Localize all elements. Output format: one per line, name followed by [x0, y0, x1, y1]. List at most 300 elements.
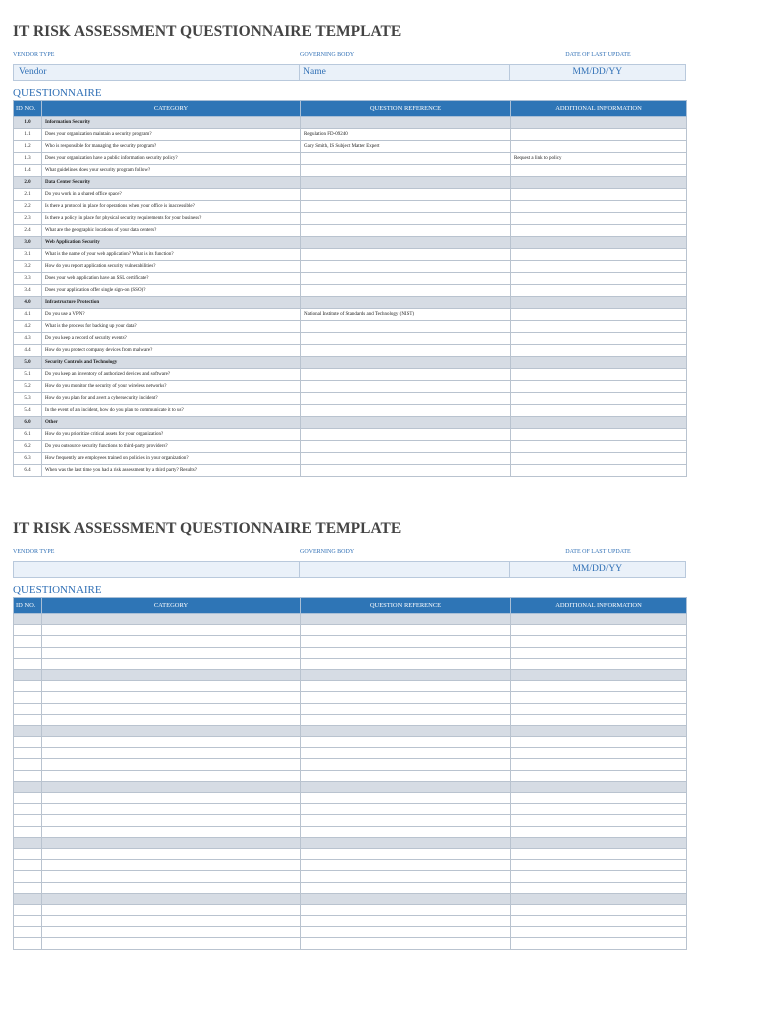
additional-info-cell[interactable] — [511, 904, 687, 915]
additional-info-cell[interactable] — [511, 647, 687, 658]
question-reference-cell[interactable] — [301, 117, 511, 129]
id-cell[interactable] — [14, 871, 42, 882]
section-name-cell[interactable] — [42, 837, 301, 848]
question-reference-cell[interactable] — [301, 614, 511, 625]
question-reference-cell[interactable] — [301, 369, 511, 381]
questionnaire-table — [13, 597, 687, 950]
question-reference-cell[interactable] — [301, 882, 511, 893]
additional-info-cell[interactable] — [511, 938, 687, 949]
question-reference-cell[interactable] — [301, 658, 511, 669]
governing-body-field[interactable]: Name — [300, 65, 509, 80]
vendor-type-field[interactable] — [14, 562, 300, 577]
additional-info-cell[interactable] — [511, 703, 687, 714]
question-cell[interactable] — [42, 927, 301, 938]
question-cell[interactable]: Is there a protocol in place for operations when your office is inaccessible? — [42, 201, 301, 213]
question-reference-cell[interactable] — [301, 938, 511, 949]
table-row — [14, 692, 687, 703]
table-row — [14, 793, 687, 804]
question-cell[interactable]: What guidelines does your security program follow? — [42, 165, 301, 177]
additional-info-cell[interactable] — [511, 893, 687, 904]
question-cell[interactable] — [42, 882, 301, 893]
question-reference-cell[interactable] — [301, 770, 511, 781]
id-cell[interactable] — [14, 770, 42, 781]
additional-info-cell[interactable] — [511, 225, 687, 237]
section-name-cell[interactable] — [42, 669, 301, 680]
id-cell[interactable] — [14, 737, 42, 748]
question-reference-cell[interactable] — [301, 904, 511, 915]
column-header-additional-information: ADDITIONAL INFORMATION — [511, 101, 687, 117]
additional-info-cell[interactable] — [511, 465, 687, 477]
question-reference-cell[interactable] — [301, 669, 511, 680]
question-cell[interactable] — [42, 647, 301, 658]
date-last-update-label: DATE OF LAST UPDATE — [565, 52, 631, 58]
question-reference-cell[interactable] — [301, 636, 511, 647]
question-reference-cell[interactable] — [301, 465, 511, 477]
id-cell[interactable] — [14, 647, 42, 658]
question-cell[interactable]: Do you work in a shared office space? — [42, 189, 301, 201]
vendor-type-label: VENDOR TYPE — [13, 549, 55, 555]
question-cell[interactable]: How do you prioritize critical assets for your organization? — [42, 429, 301, 441]
id-cell[interactable] — [14, 904, 42, 915]
id-cell[interactable] — [14, 938, 42, 949]
question-cell[interactable]: How do you report application security vulnerabilities? — [42, 261, 301, 273]
question-cell[interactable] — [42, 681, 301, 692]
question-reference-cell[interactable] — [301, 871, 511, 882]
section-name-cell[interactable] — [42, 614, 301, 625]
id-cell[interactable]: 5.3 — [14, 393, 42, 405]
meta-fields — [13, 561, 686, 578]
section-row — [14, 837, 687, 848]
additional-info-cell[interactable] — [511, 369, 687, 381]
id-cell[interactable]: 6.3 — [14, 453, 42, 465]
id-cell[interactable] — [14, 826, 42, 837]
table-row — [14, 625, 687, 636]
question-cell[interactable]: What are the geographic locations of your data centers? — [42, 225, 301, 237]
table-row — [14, 345, 687, 357]
question-cell[interactable]: How do you protect company devices from malware? — [42, 345, 301, 357]
id-cell[interactable]: 6.0 — [14, 417, 42, 429]
question-reference-cell[interactable] — [301, 345, 511, 357]
id-cell[interactable]: 3.1 — [14, 249, 42, 261]
table-row — [14, 405, 687, 417]
governing-body-field[interactable] — [300, 562, 509, 577]
additional-info-cell[interactable] — [511, 237, 687, 249]
table-row — [14, 815, 687, 826]
question-cell[interactable]: When was the last time you had a risk assessment by a third party? Results? — [42, 465, 301, 477]
question-cell[interactable] — [42, 793, 301, 804]
additional-info-cell[interactable] — [511, 625, 687, 636]
table-header-row — [14, 101, 687, 117]
id-cell[interactable] — [14, 848, 42, 859]
additional-info-cell[interactable] — [511, 285, 687, 297]
id-cell[interactable]: 1.0 — [14, 117, 42, 129]
question-cell[interactable]: Does your organization maintain a security program? — [42, 129, 301, 141]
question-reference-cell[interactable] — [301, 826, 511, 837]
questionnaire-heading: QUESTIONNAIRE — [13, 87, 102, 99]
vendor-type-field[interactable]: Vendor — [14, 65, 300, 80]
blank-questionnaire — [13, 517, 686, 950]
question-reference-cell[interactable]: National Institute of Standards and Technology (NIST) — [301, 309, 511, 321]
id-cell[interactable] — [14, 860, 42, 871]
id-cell[interactable] — [14, 916, 42, 927]
question-reference-cell[interactable] — [301, 357, 511, 369]
question-reference-cell[interactable] — [301, 249, 511, 261]
additional-info-cell[interactable] — [511, 177, 687, 189]
question-cell[interactable] — [42, 770, 301, 781]
table-row — [14, 201, 687, 213]
id-cell[interactable] — [14, 625, 42, 636]
additional-info-cell[interactable] — [511, 725, 687, 736]
question-reference-cell[interactable] — [301, 165, 511, 177]
table-row — [14, 369, 687, 381]
question-reference-cell[interactable] — [301, 177, 511, 189]
question-cell[interactable] — [42, 625, 301, 636]
question-reference-cell[interactable] — [301, 714, 511, 725]
id-cell[interactable]: 4.4 — [14, 345, 42, 357]
question-reference-cell[interactable] — [301, 453, 511, 465]
id-cell[interactable]: 6.2 — [14, 441, 42, 453]
question-cell[interactable] — [42, 714, 301, 725]
additional-info-cell[interactable] — [511, 614, 687, 625]
additional-info-cell[interactable] — [511, 681, 687, 692]
additional-info-cell[interactable] — [511, 117, 687, 129]
id-cell[interactable]: 4.1 — [14, 309, 42, 321]
id-cell[interactable]: 3.3 — [14, 273, 42, 285]
additional-info-cell[interactable] — [511, 213, 687, 225]
table-row — [14, 309, 687, 321]
additional-info-cell[interactable] — [511, 273, 687, 285]
additional-info-cell[interactable] — [511, 165, 687, 177]
table-row — [14, 748, 687, 759]
id-cell[interactable]: 2.1 — [14, 189, 42, 201]
question-reference-cell[interactable] — [301, 748, 511, 759]
question-cell[interactable] — [42, 658, 301, 669]
question-cell[interactable]: Do you outsource security functions to third-party providers? — [42, 441, 301, 453]
section-row — [14, 417, 687, 429]
additional-info-cell[interactable] — [511, 417, 687, 429]
question-cell[interactable] — [42, 703, 301, 714]
additional-info-cell[interactable] — [511, 249, 687, 261]
id-cell[interactable] — [14, 837, 42, 848]
id-cell[interactable] — [14, 681, 42, 692]
id-cell[interactable] — [14, 703, 42, 714]
question-reference-cell[interactable] — [301, 759, 511, 770]
table-row — [14, 261, 687, 273]
question-reference-cell[interactable] — [301, 321, 511, 333]
question-reference-cell[interactable] — [301, 297, 511, 309]
question-reference-cell[interactable] — [301, 153, 511, 165]
date-last-update-field[interactable]: MM/DD/YY — [572, 564, 623, 574]
question-cell[interactable] — [42, 848, 301, 859]
additional-info-cell[interactable] — [511, 916, 687, 927]
table-row — [14, 916, 687, 927]
table-row — [14, 129, 687, 141]
additional-info-cell[interactable] — [511, 748, 687, 759]
id-cell[interactable] — [14, 759, 42, 770]
id-cell[interactable]: 4.0 — [14, 297, 42, 309]
question-cell[interactable]: Do you use a VPN? — [42, 309, 301, 321]
id-cell[interactable] — [14, 658, 42, 669]
question-reference-cell[interactable]: Gary Smith, IS Subject Matter Expert — [301, 141, 511, 153]
question-reference-cell[interactable] — [301, 793, 511, 804]
id-cell[interactable] — [14, 636, 42, 647]
additional-info-cell[interactable] — [511, 826, 687, 837]
additional-info-cell[interactable] — [511, 357, 687, 369]
table-row — [14, 804, 687, 815]
id-cell[interactable] — [14, 725, 42, 736]
table-row — [14, 429, 687, 441]
section-name-cell[interactable]: Other — [42, 417, 301, 429]
id-cell[interactable] — [14, 614, 42, 625]
id-cell[interactable] — [14, 692, 42, 703]
column-header-question-reference: QUESTION REFERENCE — [301, 598, 511, 614]
table-row — [14, 453, 687, 465]
section-name-cell[interactable] — [42, 781, 301, 792]
additional-info-cell[interactable] — [511, 714, 687, 725]
additional-info-cell[interactable] — [511, 848, 687, 859]
id-cell[interactable]: 3.4 — [14, 285, 42, 297]
id-cell[interactable]: 2.2 — [14, 201, 42, 213]
governing-body-label: GOVERNING BODY — [300, 52, 355, 58]
table-row — [14, 465, 687, 477]
date-last-update-label: DATE OF LAST UPDATE — [565, 549, 631, 555]
question-reference-cell[interactable] — [301, 393, 511, 405]
questionnaire-table — [13, 100, 687, 477]
question-cell[interactable]: How do you plan for and avert a cybersecurity incident? — [42, 393, 301, 405]
table-row — [14, 636, 687, 647]
section-name-cell[interactable]: Web Application Security — [42, 237, 301, 249]
id-cell[interactable]: 2.4 — [14, 225, 42, 237]
additional-info-cell[interactable] — [511, 837, 687, 848]
question-reference-cell[interactable] — [301, 703, 511, 714]
additional-info-cell[interactable] — [511, 781, 687, 792]
date-last-update-field[interactable]: MM/DD/YY — [572, 67, 623, 77]
additional-info-cell[interactable] — [511, 793, 687, 804]
question-cell[interactable]: Does your application offer single sign-on (SSO)? — [42, 285, 301, 297]
table-row — [14, 927, 687, 938]
question-reference-cell[interactable] — [301, 189, 511, 201]
question-reference-cell[interactable] — [301, 285, 511, 297]
question-cell[interactable]: In the event of an incident, how do you plan to communicate it to us? — [42, 405, 301, 417]
question-reference-cell[interactable] — [301, 441, 511, 453]
id-cell[interactable] — [14, 793, 42, 804]
question-cell[interactable] — [42, 815, 301, 826]
question-reference-cell[interactable] — [301, 225, 511, 237]
id-cell[interactable]: 2.0 — [14, 177, 42, 189]
question-cell[interactable] — [42, 748, 301, 759]
question-reference-cell[interactable] — [301, 692, 511, 703]
id-cell[interactable] — [14, 781, 42, 792]
question-cell[interactable] — [42, 826, 301, 837]
section-name-cell[interactable]: Security Controls and Technology — [42, 357, 301, 369]
id-cell[interactable]: 1.3 — [14, 153, 42, 165]
question-cell[interactable] — [42, 636, 301, 647]
section-row — [14, 725, 687, 736]
additional-info-cell[interactable] — [511, 692, 687, 703]
additional-info-cell[interactable] — [511, 737, 687, 748]
question-reference-cell[interactable] — [301, 725, 511, 736]
id-cell[interactable]: 5.0 — [14, 357, 42, 369]
question-reference-cell[interactable] — [301, 860, 511, 871]
question-cell[interactable] — [42, 871, 301, 882]
question-reference-cell[interactable] — [301, 273, 511, 285]
question-cell[interactable] — [42, 938, 301, 949]
id-cell[interactable] — [14, 748, 42, 759]
additional-info-cell[interactable] — [511, 636, 687, 647]
additional-info-cell[interactable] — [511, 321, 687, 333]
table-row — [14, 381, 687, 393]
question-cell[interactable] — [42, 916, 301, 927]
additional-info-cell[interactable] — [511, 345, 687, 357]
question-cell[interactable]: Does your web application have an SSL certificate? — [42, 273, 301, 285]
table-row — [14, 141, 687, 153]
question-cell[interactable]: Is there a policy in place for physical security requirements for your business? — [42, 213, 301, 225]
table-row — [14, 441, 687, 453]
question-cell[interactable]: What is the name of your web application? What is its function? — [42, 249, 301, 261]
additional-info-cell[interactable] — [511, 141, 687, 153]
question-reference-cell[interactable] — [301, 237, 511, 249]
id-cell[interactable] — [14, 714, 42, 725]
section-name-cell[interactable]: Data Center Security — [42, 177, 301, 189]
additional-info-cell[interactable] — [511, 189, 687, 201]
additional-info-cell[interactable] — [511, 453, 687, 465]
section-name-cell[interactable]: Infrastructure Protection — [42, 297, 301, 309]
id-cell[interactable]: 4.3 — [14, 333, 42, 345]
question-reference-cell[interactable] — [301, 681, 511, 692]
section-row — [14, 297, 687, 309]
id-cell[interactable] — [14, 669, 42, 680]
question-cell[interactable] — [42, 759, 301, 770]
additional-info-cell[interactable] — [511, 405, 687, 417]
id-cell[interactable]: 6.1 — [14, 429, 42, 441]
additional-info-cell[interactable] — [511, 871, 687, 882]
question-cell[interactable]: How frequently are employees trained on policies in your organization? — [42, 453, 301, 465]
table-row — [14, 714, 687, 725]
question-cell[interactable]: Does your organization have a public information security policy? — [42, 153, 301, 165]
question-cell[interactable] — [42, 904, 301, 915]
question-reference-cell[interactable] — [301, 927, 511, 938]
additional-info-cell[interactable] — [511, 804, 687, 815]
additional-info-cell[interactable] — [511, 309, 687, 321]
id-cell[interactable]: 1.4 — [14, 165, 42, 177]
question-reference-cell[interactable] — [301, 381, 511, 393]
question-cell[interactable]: Who is responsible for managing the security program? — [42, 141, 301, 153]
question-reference-cell[interactable] — [301, 815, 511, 826]
additional-info-cell[interactable] — [511, 261, 687, 273]
question-reference-cell[interactable] — [301, 837, 511, 848]
id-cell[interactable]: 5.1 — [14, 369, 42, 381]
question-reference-cell[interactable] — [301, 201, 511, 213]
questionnaire-heading: QUESTIONNAIRE — [13, 584, 102, 596]
additional-info-cell[interactable] — [511, 201, 687, 213]
question-reference-cell[interactable] — [301, 848, 511, 859]
section-name-cell[interactable] — [42, 893, 301, 904]
additional-info-cell[interactable] — [511, 882, 687, 893]
table-row — [14, 658, 687, 669]
question-reference-cell[interactable] — [301, 893, 511, 904]
additional-info-cell[interactable] — [511, 297, 687, 309]
question-cell[interactable]: How do you monitor the security of your wireless networks? — [42, 381, 301, 393]
question-reference-cell[interactable] — [301, 333, 511, 345]
additional-info-cell[interactable] — [511, 333, 687, 345]
table-row — [14, 882, 687, 893]
question-reference-cell[interactable] — [301, 405, 511, 417]
additional-info-cell[interactable] — [511, 429, 687, 441]
table-row — [14, 333, 687, 345]
additional-info-cell[interactable] — [511, 759, 687, 770]
id-cell[interactable]: 1.1 — [14, 129, 42, 141]
question-reference-cell[interactable] — [301, 804, 511, 815]
id-cell[interactable]: 3.2 — [14, 261, 42, 273]
table-row — [14, 273, 687, 285]
id-cell[interactable]: 4.2 — [14, 321, 42, 333]
questionnaire-body — [14, 614, 687, 950]
id-cell[interactable]: 5.4 — [14, 405, 42, 417]
question-cell[interactable]: Do you keep a record of security events? — [42, 333, 301, 345]
id-cell[interactable] — [14, 815, 42, 826]
question-cell[interactable]: What is the process for backing up your data? — [42, 321, 301, 333]
page-title: IT RISK ASSESSMENT QUESTIONNAIRE TEMPLATE — [13, 23, 402, 40]
question-cell[interactable] — [42, 692, 301, 703]
additional-info-cell[interactable] — [511, 441, 687, 453]
question-reference-cell[interactable] — [301, 647, 511, 658]
id-cell[interactable] — [14, 927, 42, 938]
question-reference-cell[interactable] — [301, 429, 511, 441]
table-row — [14, 213, 687, 225]
id-cell[interactable]: 3.0 — [14, 237, 42, 249]
additional-info-cell[interactable] — [511, 129, 687, 141]
question-cell[interactable] — [42, 860, 301, 871]
id-cell[interactable]: 6.4 — [14, 465, 42, 477]
table-row — [14, 249, 687, 261]
additional-info-cell[interactable]: Request a link to policy — [511, 153, 687, 165]
question-reference-cell[interactable] — [301, 261, 511, 273]
additional-info-cell[interactable] — [511, 381, 687, 393]
question-reference-cell[interactable] — [301, 737, 511, 748]
section-name-cell[interactable] — [42, 725, 301, 736]
additional-info-cell[interactable] — [511, 393, 687, 405]
table-row — [14, 647, 687, 658]
additional-info-cell[interactable] — [511, 860, 687, 871]
id-cell[interactable] — [14, 882, 42, 893]
question-cell[interactable] — [42, 737, 301, 748]
question-reference-cell[interactable] — [301, 625, 511, 636]
meta-fields — [13, 64, 686, 81]
id-cell[interactable]: 2.3 — [14, 213, 42, 225]
table-row — [14, 189, 687, 201]
id-cell[interactable] — [14, 804, 42, 815]
question-cell[interactable] — [42, 804, 301, 815]
question-reference-cell[interactable]: Regulation FD-09240 — [301, 129, 511, 141]
additional-info-cell[interactable] — [511, 669, 687, 680]
governing-body-label: GOVERNING BODY — [300, 549, 355, 555]
question-cell[interactable]: Do you keep an inventory of authorized devices and software? — [42, 369, 301, 381]
table-header-row — [14, 598, 687, 614]
question-reference-cell[interactable] — [301, 213, 511, 225]
id-cell[interactable]: 5.2 — [14, 381, 42, 393]
question-reference-cell[interactable] — [301, 781, 511, 792]
additional-info-cell[interactable] — [511, 658, 687, 669]
question-reference-cell[interactable] — [301, 916, 511, 927]
additional-info-cell[interactable] — [511, 815, 687, 826]
id-cell[interactable]: 1.2 — [14, 141, 42, 153]
section-name-cell[interactable]: Information Security — [42, 117, 301, 129]
additional-info-cell[interactable] — [511, 927, 687, 938]
id-cell[interactable] — [14, 893, 42, 904]
question-reference-cell[interactable] — [301, 417, 511, 429]
additional-info-cell[interactable] — [511, 770, 687, 781]
section-row — [14, 614, 687, 625]
